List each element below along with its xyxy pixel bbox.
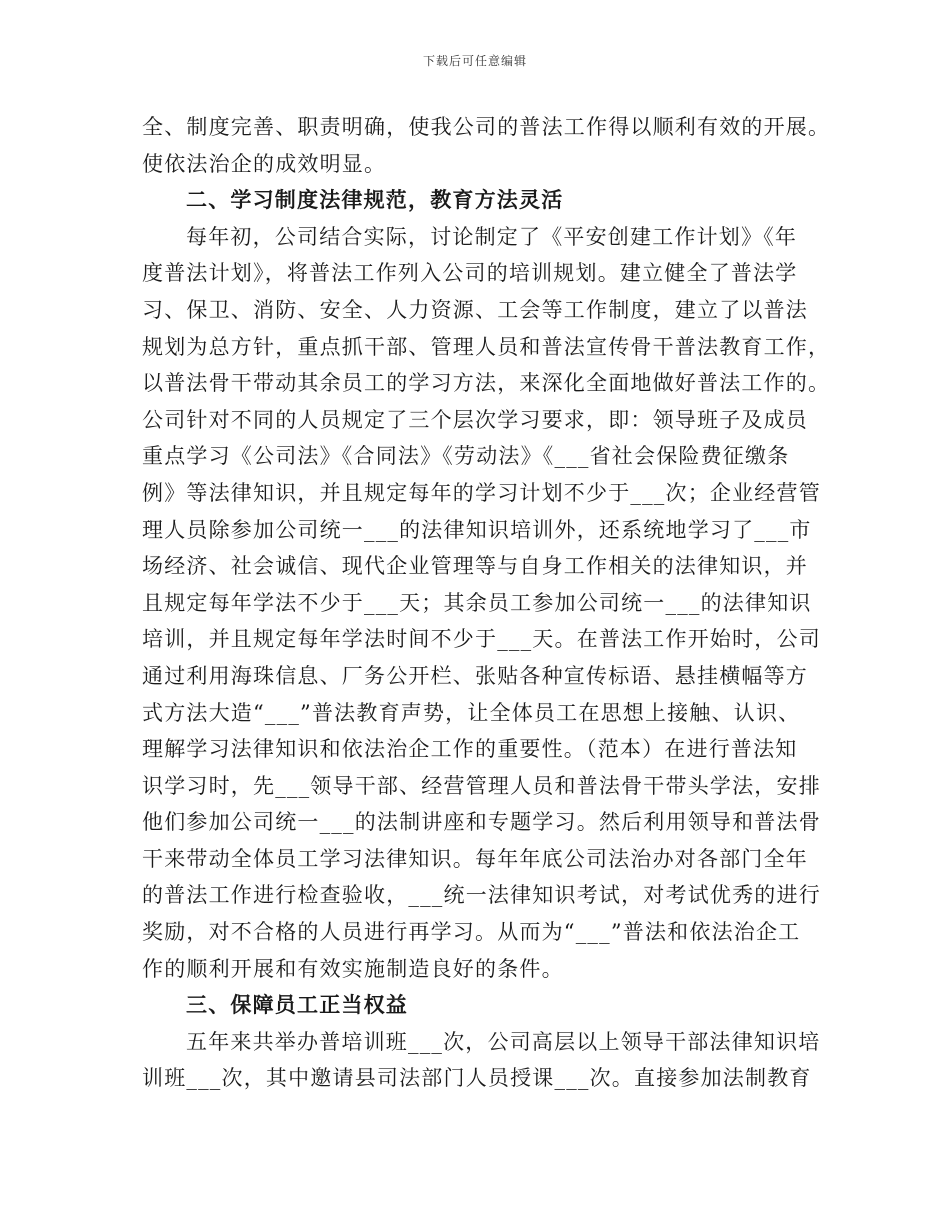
document-body (142, 109, 831, 1097)
text-line: 每年初，公司结合实际，讨论制定了《平安创建工作计划》《年 (186, 224, 798, 249)
text-line: 重点学习《公司法》《合同法》《劳动法》《___省社会保险费征缴条 (142, 444, 790, 469)
text-line: 他们参加公司统一___的法制讲座和专题学习。然后利用领导和普法骨 (142, 810, 821, 835)
text-line: 奖励，对不合格的人员进行再学习。从而为“___”普法和依法治企工 (142, 920, 801, 945)
text-line: 习、保卫、消防、安全、人力资源、工会等工作制度，建立了以普法 (142, 297, 808, 322)
section-heading: 三、保障员工正当权益 (186, 992, 408, 1018)
text-line: 全、制度完善、职责明确，使我公司的普法工作得以顺利有效的开展。 (142, 115, 831, 139)
text-line: 五年来共举办普培训班___次，公司高层以上领导干部法律知识培 (186, 1029, 821, 1054)
text-line: 培训，并且规定每年学法时间不少于___天。在普法工作开始时，公司 (142, 627, 821, 652)
text-line: 以普法骨干带动其余员工的学习方法，来深化全面地做好普法工作的。 (142, 371, 831, 396)
text-line: 使依法治企的成效明显。 (142, 151, 387, 176)
text-line: 场经济、社会诚信、现代企业管理等与自身工作相关的法律知识，并 (142, 554, 808, 579)
text-line: 度普法计划》，将普法工作列入公司的培训规划。建立健全了普法学 (142, 261, 798, 286)
text-line: 且规定每年学法不少于___天；其余员工参加公司统一___的法律知识 (142, 590, 812, 615)
text-line: 识学习时，先___领导干部、经营管理人员和普法骨干带头学法，安排 (142, 773, 821, 798)
text-line: 训班___次，其中邀请县司法部门人员授课___次。直接参加法制教育 (142, 1066, 812, 1091)
text-line: 规划为总方针，重点抓干部、管理人员和普法宣传骨干普法教育工作， (142, 334, 831, 359)
text-line: 理解学习法律知识和依法治企工作的重要性。（范本）在进行普法知 (142, 737, 798, 762)
text-line: 作的顺利开展和有效实施制造良好的条件。 (142, 956, 564, 981)
text-line: 公司针对不同的人员规定了三个层次学习要求，即：领导班子及成员 (142, 407, 808, 432)
text-line: 理人员除参加公司统一___的法律知识培训外，还系统地学习了___市 (142, 517, 812, 542)
page-header: 下载后可任意编辑 (422, 54, 527, 68)
text-line: 式方法大造“___”普法教育声势，让全体员工在思想上接触、认识、 (142, 700, 801, 725)
text-line: 例》等法律知识，并且规定每年的学习计划不少于___次；企业经营管 (142, 480, 821, 505)
text-line: 通过利用海珠信息、厂务公开栏、张贴各种宣传标语、悬挂横幅等方 (142, 663, 808, 688)
text-line: 干来带动全体员工学习法律知识。每年年底公司法治办对各部门全年 (142, 846, 808, 871)
text-line: 的普法工作进行检查验收，___统一法律知识考试，对考试优秀的进行 (142, 883, 821, 908)
section-heading: 二、学习制度法律规范，教育方法灵活 (186, 187, 564, 213)
